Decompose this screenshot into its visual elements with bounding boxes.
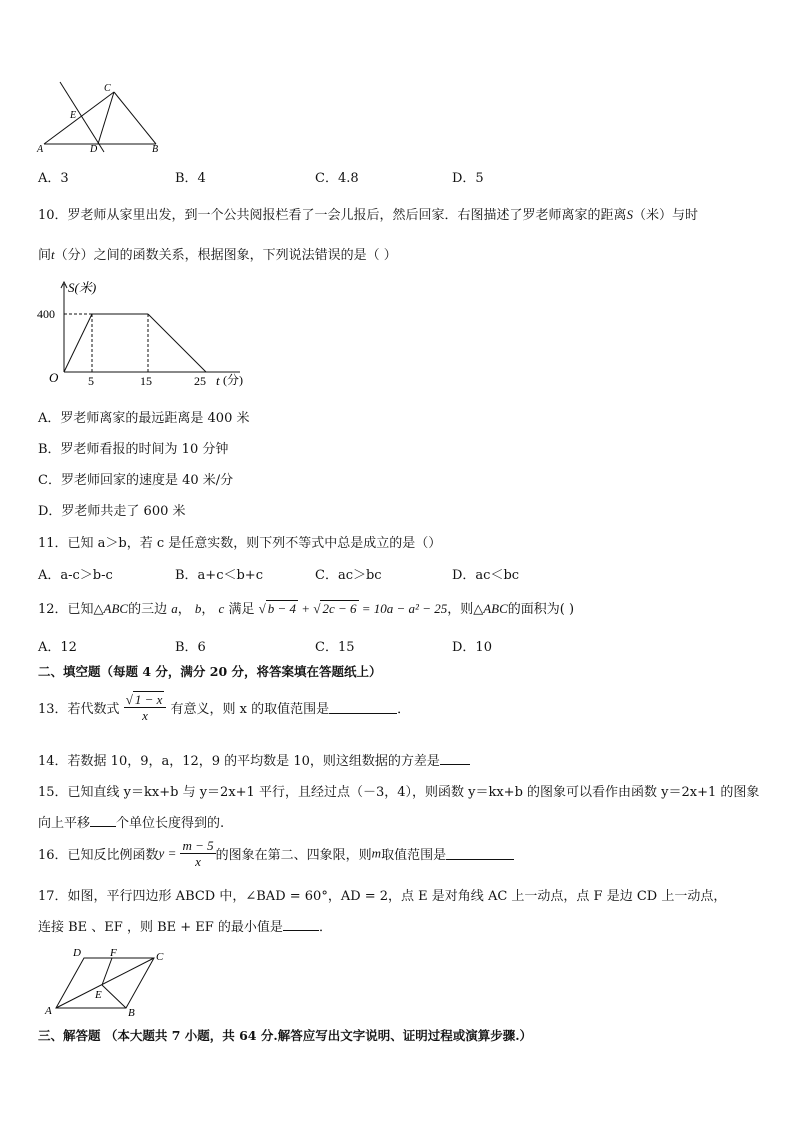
q14-stem: 14．若数据 10，9，a，12，9 的平均数是 10，则这组数据的方差是: [38, 750, 470, 769]
q14-answer-blank: [440, 752, 470, 765]
q9-option-b: B．4: [175, 171, 206, 186]
label-B: B: [128, 1007, 135, 1018]
origin-label: O: [49, 370, 59, 385]
q9-option-d: D．5: [452, 171, 484, 186]
label-F: F: [110, 947, 117, 959]
label-C: C: [104, 83, 111, 94]
y-axis-label: S(米): [68, 280, 97, 295]
q16-stem: 16．已知反比例函数y = $\frac{m - 5}{x}$ 的图象在第二、四象限，则m取值范围是: [38, 838, 514, 869]
q17-stem-line1: 17．如图，平行四边形 ABCD 中，∠BAD = 60°，AD = 2，点 E 是对角线 AC 上一动点，点 F 是边 CD 上一动点，: [38, 889, 727, 904]
q11-option-b: B．a+c＜b+c: [175, 568, 263, 583]
label-E: E: [95, 989, 102, 1001]
label-A: A: [37, 144, 44, 154]
q10-option-c: C．罗老师回家的速度是 40 米/分: [38, 473, 234, 488]
q16-answer-blank: [446, 847, 514, 860]
label-D: D: [73, 947, 81, 959]
q17-stem-line2: 连接 BE 、EF ，则 BE + EF 的最小值是 ．: [38, 920, 332, 935]
q12-stem: 12．已知△ABC的三边 a， b， c 满足 √ b − 4 + √ 2c − 6 = 10a − a² − 25，则△ABC的面积为( ): [38, 601, 575, 617]
distance-time-graph: [34, 276, 254, 388]
tick-25: 25: [194, 374, 206, 388]
tick-5: 5: [88, 374, 94, 388]
x-axis-unit: (分): [223, 373, 243, 387]
q15-stem-line2: 向上平移 个单位长度得到的.: [38, 816, 225, 831]
q10-stem-line1: 10．罗老师从家里出发，到一个公共阅报栏看了一会儿报后，然后回家．右图描述了罗老师离家的距离S（米）与时: [38, 207, 699, 223]
q10-stem-line2: 间t（分）之间的函数关系，根据图象，下列说法错误的是（ ）: [38, 247, 397, 263]
q17-answer-blank: [283, 918, 319, 931]
q13-stem: 13．若代数式 $\frac{√ 1 - x}{x}$ 有意义，则 x 的取值范围是 ．: [38, 692, 411, 723]
q13-fraction: $\frac{√ 1 - x}{x}$: [124, 692, 167, 723]
label-B: B: [152, 144, 159, 154]
tick-400: 400: [37, 307, 55, 321]
section-2-heading: 二、填空题（每题 4 分，满分 20 分，将答案填在答题纸上）: [38, 664, 382, 679]
q15-stem-line1: 15．已知直线 y＝kx+b 与 y＝2x+1 平行，且经过点（－3，4），则函数 y＝kx+b 的图象可以看作由函数 y＝2x+1 的图象: [38, 785, 760, 800]
x-axis-var: t: [216, 373, 220, 388]
q12-option-b: B．6: [175, 640, 206, 655]
q13-answer-blank: [329, 701, 397, 714]
section-3-heading: 三、解答题 （本大题共 7 小题，共 64 分.解答应写出文字说明、证明过程或演算步骤.）: [38, 1028, 533, 1043]
q9-option-a: A．3: [38, 171, 69, 186]
q11-stem: 11．已知 a＞b，若 c 是任意实数，则下列不等式中总是成立的是（）: [38, 536, 442, 551]
triangle-figure-q9: [34, 80, 166, 154]
q10-option-a: A．罗老师离家的最远距离是 400 米: [38, 411, 250, 426]
q12-option-c: C．15: [315, 640, 355, 655]
label-A: A: [45, 1005, 52, 1017]
parallelogram-figure-q17: [40, 942, 170, 1018]
q12-option-d: D．10: [452, 640, 492, 655]
tick-15: 15: [140, 374, 152, 388]
q12-option-a: A．12: [38, 640, 77, 655]
q11-option-d: D．ac＜bc: [452, 568, 520, 583]
q16-fraction: $\frac{m - 5}{x}$: [182, 838, 214, 869]
q10-option-d: D．罗老师共走了 600 米: [38, 504, 186, 519]
q11-option-c: C．ac＞bc: [315, 568, 382, 583]
label-C: C: [156, 951, 164, 963]
label-D: D: [90, 144, 98, 154]
q10-option-b: B．罗老师看报的时间为 10 分钟: [38, 442, 229, 457]
label-E: E: [70, 110, 77, 121]
q11-option-a: A．a-c＞b-c: [38, 568, 113, 583]
q15-answer-blank: [90, 814, 116, 827]
q9-option-c: C．4.8: [315, 171, 359, 186]
sqrt-expression: √ b − 4 + √ 2c − 6 = 10a − a² − 25: [258, 601, 448, 616]
